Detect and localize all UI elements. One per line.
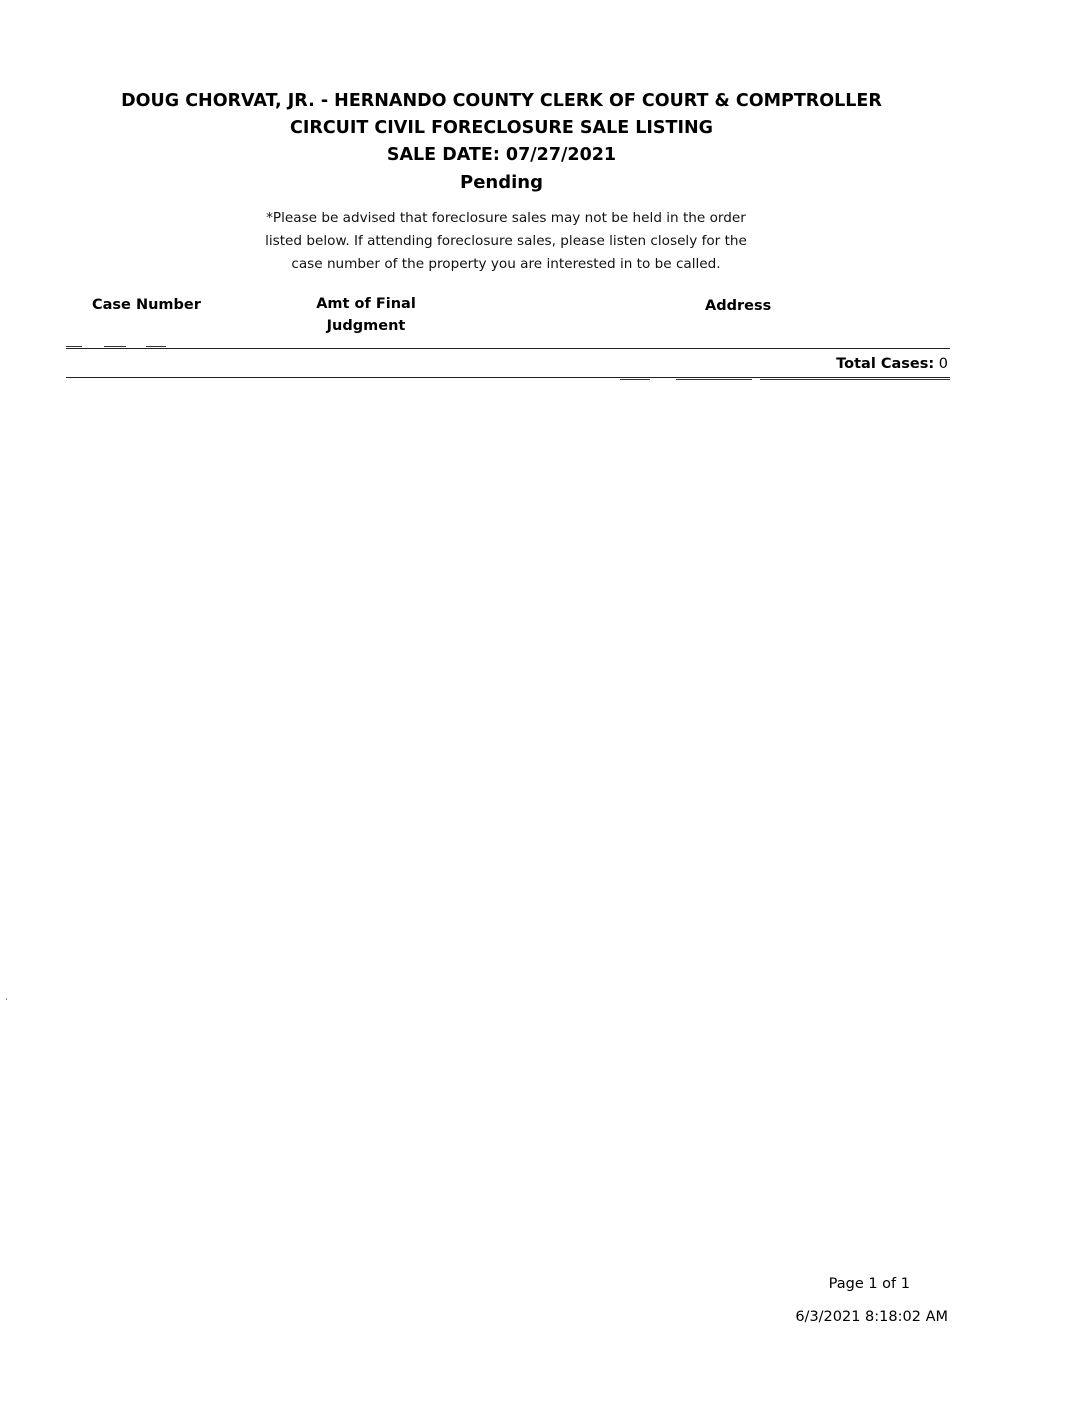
notice-line: case number of the property you are interested in to be called. [291, 256, 721, 272]
notice-line: listed below. If attending foreclosure sales, please listen closely for the [265, 233, 747, 249]
column-header-amount [306, 293, 426, 337]
total-cases-label: Total Cases: [836, 356, 935, 372]
footer-divider [66, 377, 950, 378]
divider-fragment [676, 379, 752, 380]
advisory-notice [0, 207, 1012, 276]
column-header-case-number: Case Number [92, 297, 201, 313]
header-divider [66, 348, 950, 349]
column-header-address: Address [705, 298, 772, 314]
total-cases [836, 353, 948, 375]
divider-fragment [620, 379, 650, 380]
divider-fragment [66, 346, 82, 347]
notice-line: *Please be advised that foreclosure sales may not be held in the order [266, 210, 746, 226]
sale-date: SALE DATE: 07/27/2021 [386, 145, 617, 165]
report-subtitle: CIRCUIT CIVIL FORECLOSURE SALE LISTING [290, 118, 713, 138]
scan-speck [6, 998, 7, 1000]
print-timestamp: 6/3/2021 8:18:02 AM [795, 1309, 948, 1325]
column-header-amount-line: Judgment [326, 318, 406, 334]
divider-fragment [104, 346, 126, 347]
total-cases-value: 0 [938, 356, 948, 372]
divider-fragment [146, 346, 166, 347]
column-header-amount-line: Amt of Final [316, 296, 416, 312]
status-label: Pending [460, 172, 543, 193]
report-title: DOUG CHORVAT, JR. - HERNANDO COUNTY CLERK OF COURT & COMPTROLLER [121, 91, 882, 111]
divider-fragment [760, 379, 950, 380]
report-header [0, 88, 1003, 196]
page-number: Page 1 of 1 [828, 1276, 910, 1292]
